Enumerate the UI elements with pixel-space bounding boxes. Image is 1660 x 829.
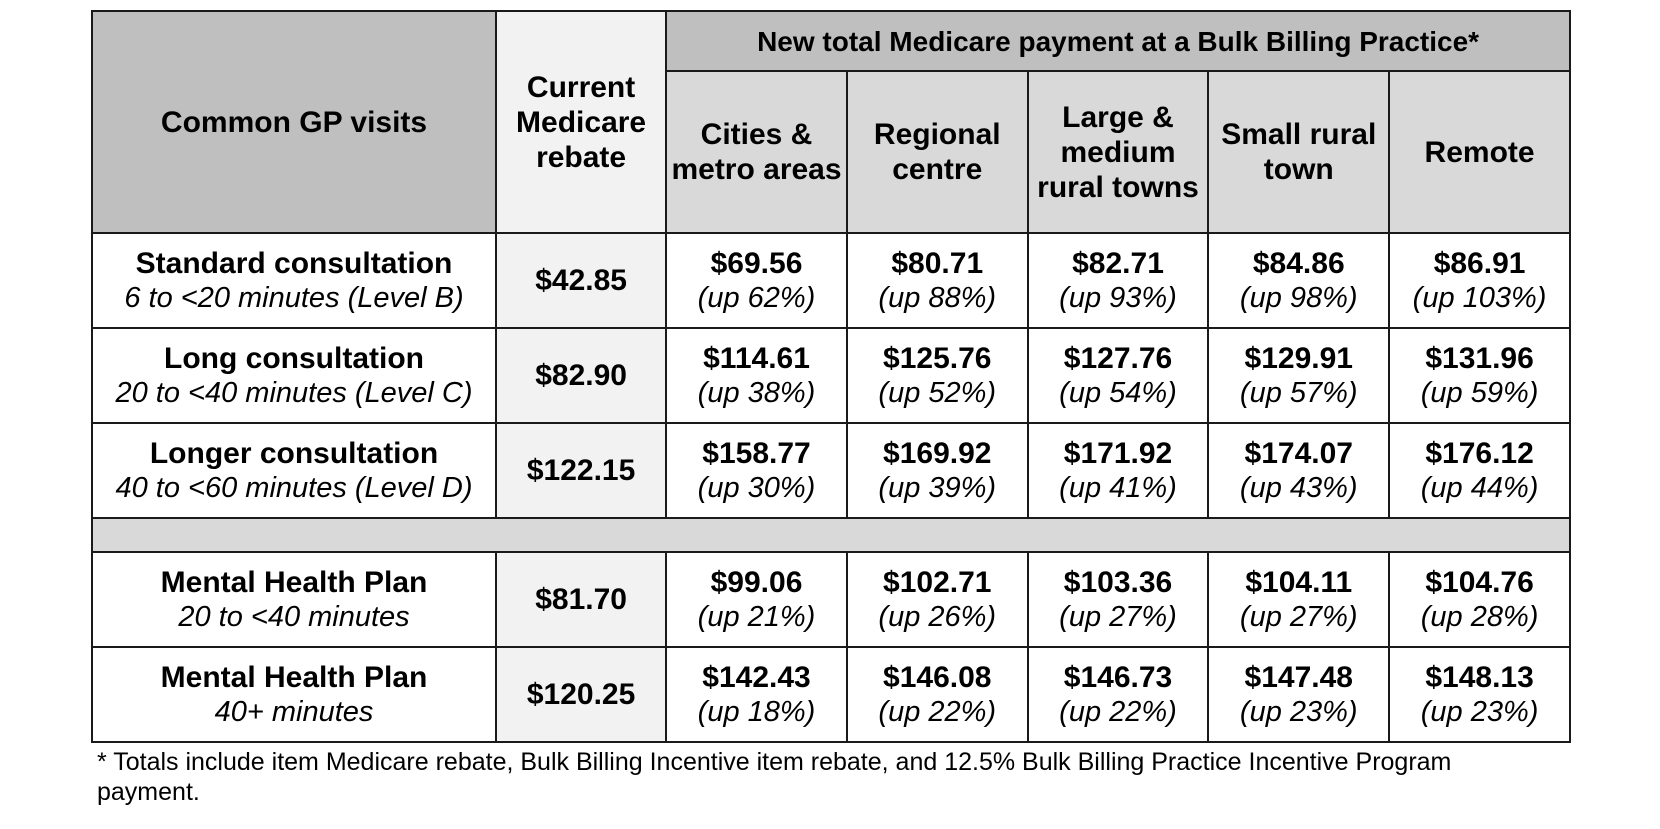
visit-duration: 20 to <40 minutes (Level C) (115, 376, 473, 409)
payment-change: (up 59%) (1420, 376, 1539, 409)
payment-cell (847, 647, 1028, 742)
visit-name: Mental Health Plan (160, 660, 428, 694)
payment-amount: $104.76 (1425, 565, 1534, 599)
header-common-gp-visits: Common GP visits (92, 11, 496, 233)
payment-cell (1208, 233, 1389, 328)
payment-change: (up 54%) (1059, 376, 1177, 409)
payment-change: (up 98%) (1239, 281, 1358, 314)
payment-amount: $99.06 (710, 565, 803, 599)
table-row (92, 647, 1570, 742)
current-rebate-value: $82.90 (496, 328, 666, 423)
payment-amount: $125.76 (883, 341, 992, 375)
payment-cell (1389, 233, 1570, 328)
payment-amount: $69.56 (710, 246, 803, 280)
payment-cell (1208, 328, 1389, 423)
payment-amount: $147.48 (1244, 660, 1353, 694)
header-region-cities-metro: Cities & metro areas (666, 71, 847, 233)
table-row (92, 328, 1570, 423)
payment-change: (up 103%) (1412, 281, 1547, 314)
header-region-large-medium-rural: Large & medium rural towns (1028, 71, 1209, 233)
payment-change: (up 23%) (1239, 695, 1358, 728)
payment-cell (666, 233, 847, 328)
visit-duration: 20 to <40 minutes (178, 600, 410, 633)
payment-cell (1028, 423, 1209, 518)
payment-change: (up 27%) (1059, 600, 1177, 633)
visit-type-cell (92, 233, 496, 328)
table-row (92, 233, 1570, 328)
payment-amount: $103.36 (1063, 565, 1173, 599)
payment-cell (1208, 552, 1389, 647)
visit-duration: 40+ minutes (214, 695, 374, 728)
payment-cell (1389, 423, 1570, 518)
payment-amount: $146.73 (1063, 660, 1173, 694)
payment-amount: $158.77 (702, 436, 811, 470)
payment-change: (up 52%) (878, 376, 997, 409)
payment-amount: $84.86 (1252, 246, 1345, 280)
payment-cell (1389, 328, 1570, 423)
header-new-total-payment: New total Medicare payment at a Bulk Billing Practice* (666, 11, 1570, 71)
payment-cell (666, 423, 847, 518)
visit-name: Standard consultation (135, 246, 453, 280)
current-rebate-value: $122.15 (496, 423, 666, 518)
payment-change: (up 62%) (697, 281, 816, 314)
payment-cell (1028, 552, 1209, 647)
payment-cell (666, 647, 847, 742)
payment-amount: $148.13 (1425, 660, 1534, 694)
payment-cell (666, 328, 847, 423)
payment-cell (1208, 423, 1389, 518)
current-rebate-value: $120.25 (496, 647, 666, 742)
payment-change: (up 22%) (878, 695, 997, 728)
visit-name: Mental Health Plan (160, 565, 428, 599)
payment-cell (666, 552, 847, 647)
payment-cell (1028, 328, 1209, 423)
current-rebate-value: $42.85 (496, 233, 666, 328)
header-current-medicare-rebate: Current Medicare rebate (496, 11, 666, 233)
payment-amount: $174.07 (1244, 436, 1353, 470)
header-region-remote: Remote (1389, 71, 1570, 233)
visit-type-cell (92, 647, 496, 742)
visit-duration: 6 to <20 minutes (Level B) (124, 281, 464, 314)
payment-cell (1389, 552, 1570, 647)
table-footnote: * Totals include item Medicare rebate, Bulk Billing Incentive item rebate, and 12.5% Bulk Billing Practice Incentive Program payment. (97, 748, 1452, 806)
payment-change: (up 93%) (1059, 281, 1177, 314)
visit-type-cell (92, 423, 496, 518)
payment-change: (up 22%) (1059, 695, 1177, 728)
payment-amount: $146.08 (883, 660, 992, 694)
visit-duration: 40 to <60 minutes (Level D) (115, 471, 473, 504)
payment-change: (up 43%) (1239, 471, 1358, 504)
payment-amount: $114.61 (703, 341, 810, 375)
current-rebate-value: $81.70 (496, 552, 666, 647)
payment-change: (up 41%) (1059, 471, 1177, 504)
section-divider (92, 518, 1570, 552)
payment-amount: $142.43 (702, 660, 811, 694)
payment-change: (up 88%) (878, 281, 997, 314)
medicare-payment-table (91, 10, 1571, 743)
visit-name: Long consultation (164, 341, 424, 375)
payment-change: (up 23%) (1420, 695, 1539, 728)
payment-amount: $131.96 (1425, 341, 1534, 375)
payment-cell (1028, 233, 1209, 328)
payment-change: (up 39%) (878, 471, 997, 504)
payment-amount: $104.11 (1245, 565, 1353, 599)
payment-cell (847, 423, 1028, 518)
payment-amount: $86.91 (1433, 246, 1526, 280)
table-row (92, 552, 1570, 647)
section-divider-row (92, 518, 1570, 552)
payment-cell (1389, 647, 1570, 742)
payment-change: (up 57%) (1239, 376, 1358, 409)
payment-cell (1028, 647, 1209, 742)
table-row (92, 423, 1570, 518)
payment-amount: $171.92 (1063, 436, 1173, 470)
payment-change: (up 38%) (697, 376, 816, 409)
visit-type-cell (92, 552, 496, 647)
payment-amount: $176.12 (1425, 436, 1534, 470)
payment-amount: $80.71 (891, 246, 984, 280)
payment-change: (up 18%) (697, 695, 816, 728)
payment-cell (1208, 647, 1389, 742)
payment-cell (847, 328, 1028, 423)
payment-change: (up 28%) (1420, 600, 1539, 633)
visit-name: Longer consultation (149, 436, 439, 470)
payment-amount: $129.91 (1244, 341, 1353, 375)
payment-change: (up 44%) (1420, 471, 1539, 504)
payment-change: (up 30%) (697, 471, 816, 504)
medicare-payment-table-container (91, 10, 1571, 807)
payment-change: (up 21%) (697, 600, 816, 633)
payment-change: (up 27%) (1239, 600, 1358, 633)
header-region-regional-centre: Regional centre (847, 71, 1028, 233)
payment-amount: $127.76 (1063, 341, 1173, 375)
payment-amount: $169.92 (883, 436, 992, 470)
header-region-small-rural-town: Small rural town (1208, 71, 1389, 233)
payment-change: (up 26%) (878, 600, 997, 633)
payment-amount: $102.71 (883, 565, 992, 599)
payment-cell (847, 233, 1028, 328)
payment-cell (847, 552, 1028, 647)
payment-amount: $82.71 (1072, 246, 1164, 280)
visit-type-cell (92, 328, 496, 423)
